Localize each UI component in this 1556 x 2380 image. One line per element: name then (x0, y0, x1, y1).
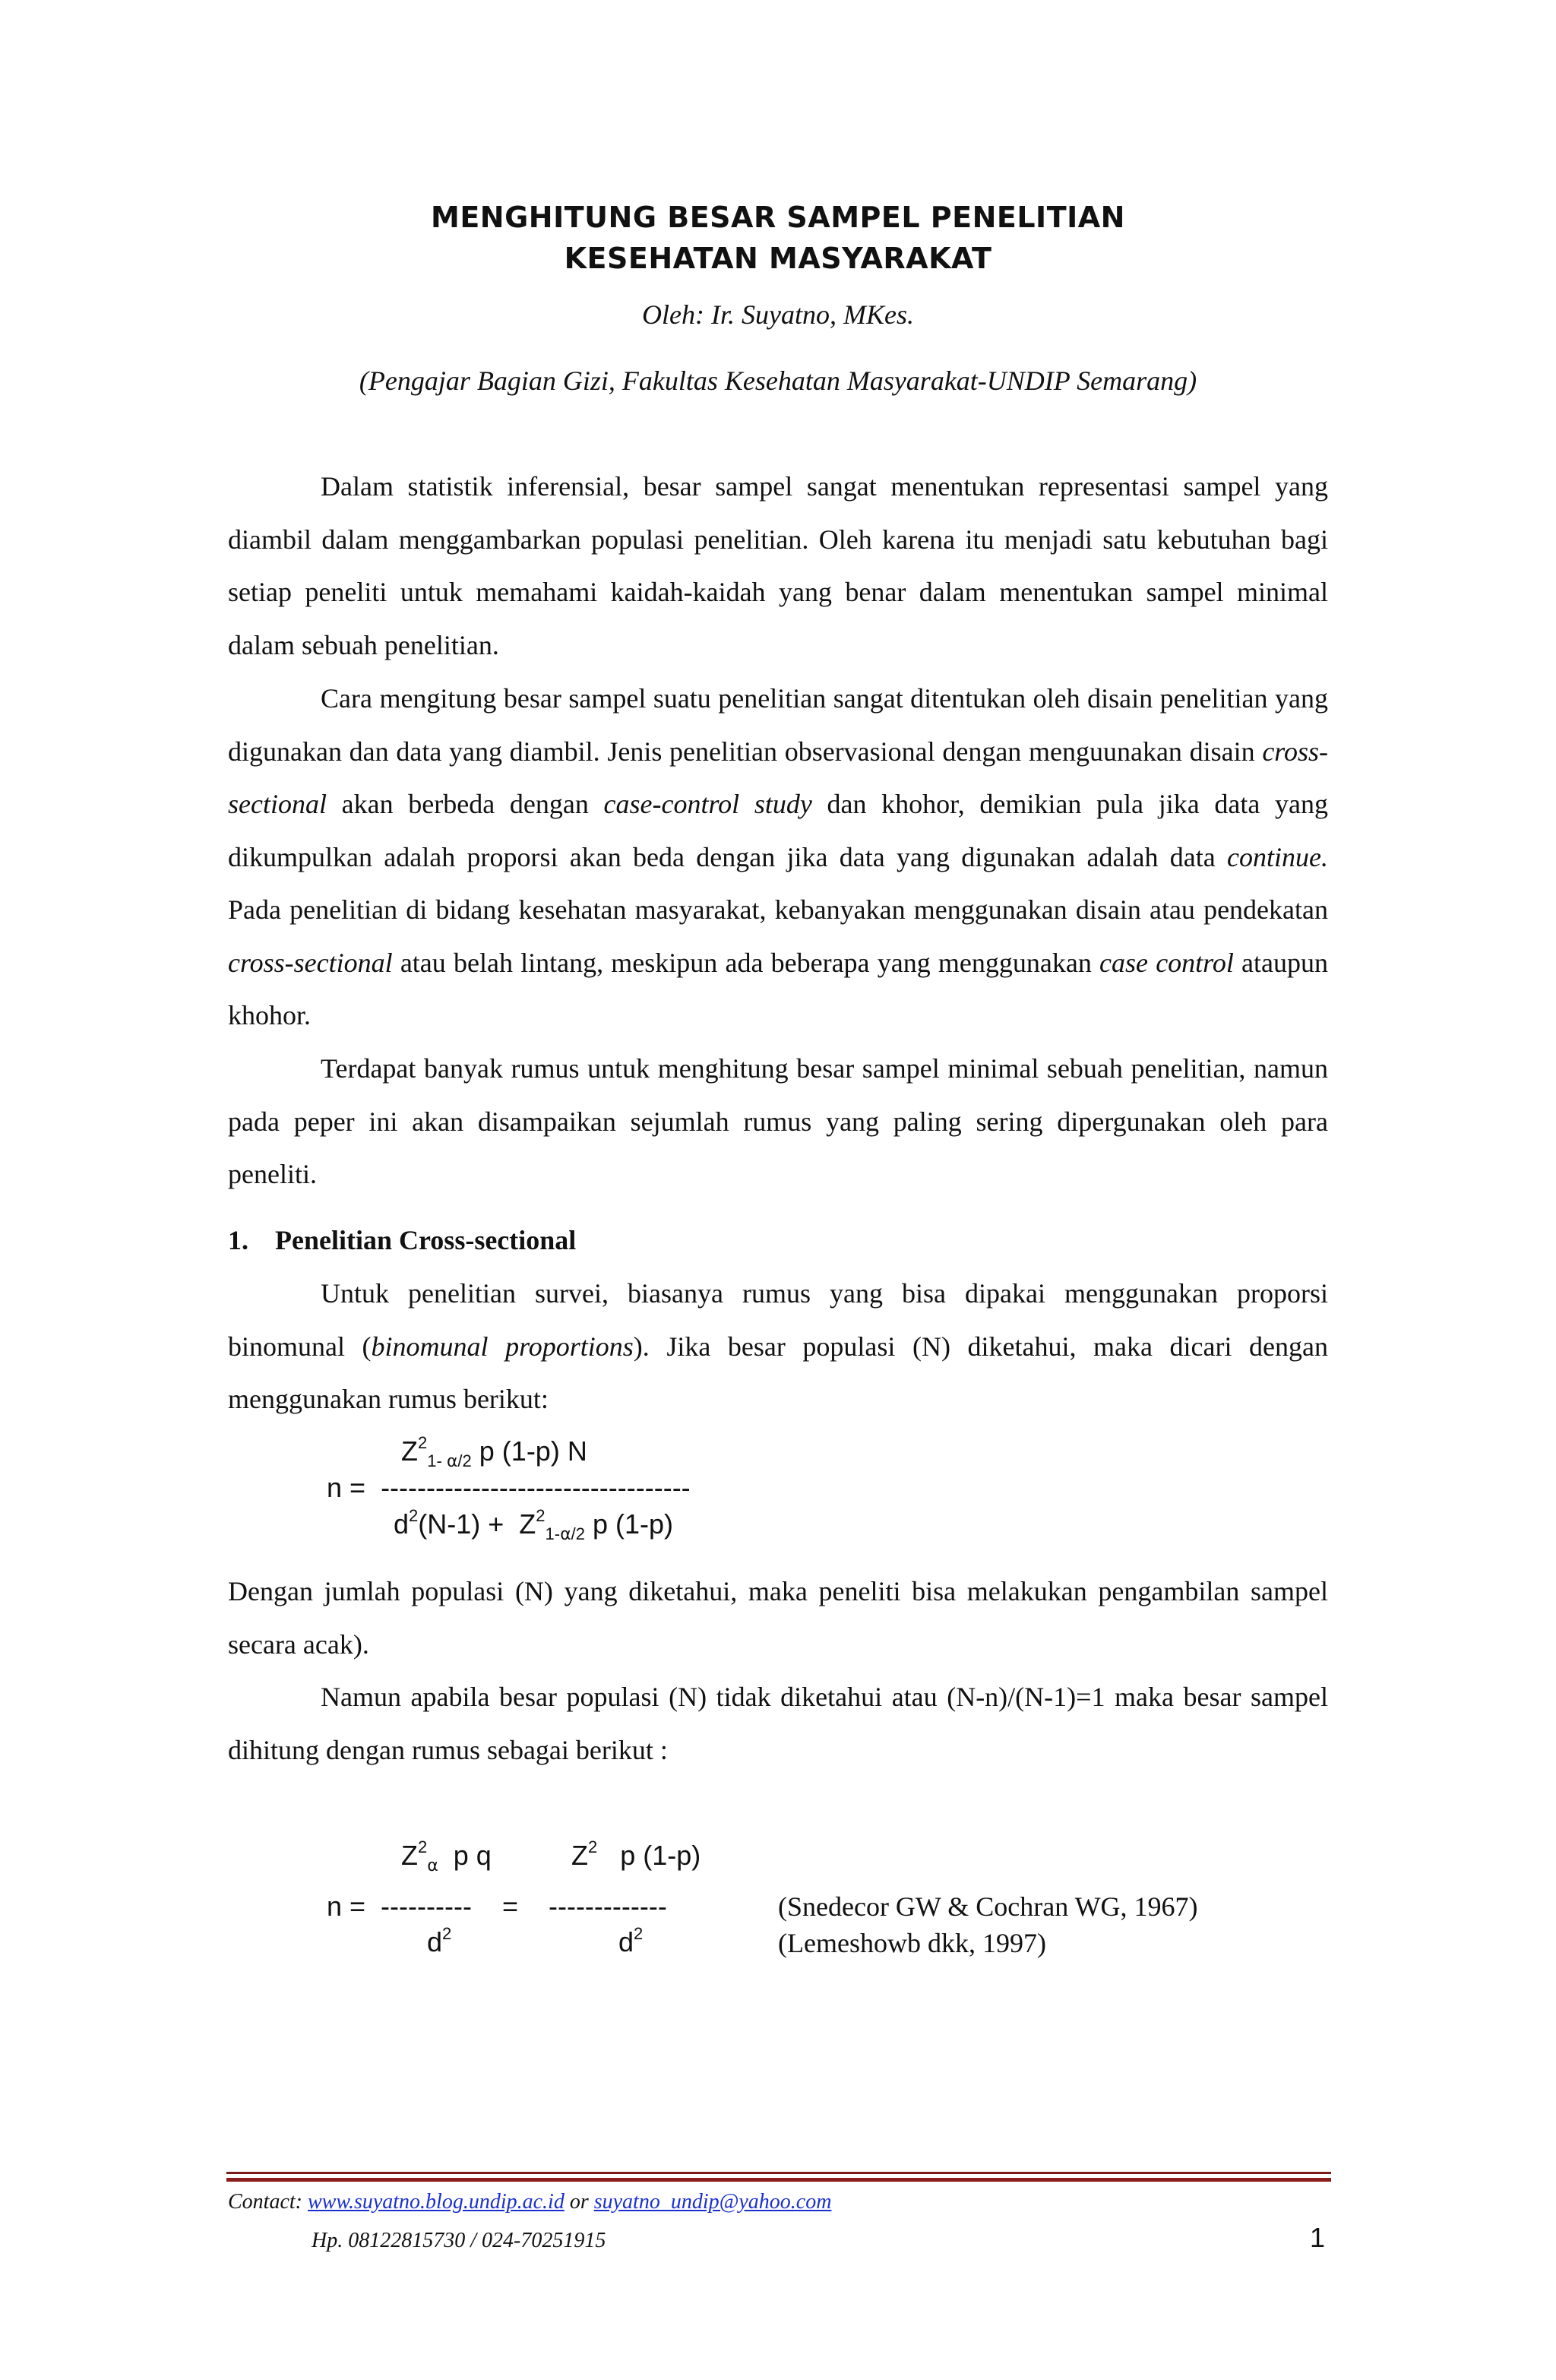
paragraph-known-population: Dengan jumlah populasi (N) yang diketahui, maka peneliti bisa melakukan pengambilan sampel secara acak). (228, 1576, 1328, 1660)
superscript: 2 (409, 1506, 419, 1525)
affiliation-line: (Pengajar Bagian Gizi, Fakultas Kesehatan Masyarakat-UNDIP Semarang) (359, 366, 1197, 396)
formula-1-fraction-line (327, 1472, 691, 1504)
italic-term: case-control study (603, 789, 812, 819)
text-run: akan berbeda dengan (326, 789, 604, 819)
citation-lemeshow: (Lemeshowb dkk, 1997) (778, 1928, 1046, 1958)
footer-or: or (564, 2190, 594, 2214)
section-number: 1. (228, 1225, 248, 1255)
formula-2-fraction-line: n = ---------- = ------------- (327, 1891, 667, 1922)
formula-lhs: n = (327, 1472, 381, 1503)
paragraph-formulas-intro: Terdapat banyak rumus untuk menghitung besar sampel minimal sebuah penelitian, namun pada peper ini akan disampaikan sejumlah rumus yang paling sering dipergunakan oleh para peneliti. (228, 1053, 1328, 1189)
footer-rule-thin (226, 2172, 1331, 2174)
paragraph-unknown-population: Namun apabila besar populasi (N) tidak diketahui atau (N-n)/(N-1)=1 maka besar sampel dihitung dengan rumus sebagai berikut : (228, 1682, 1328, 1765)
text-run: ). Jika besar populasi (N) diketahui, maka dicari dengan menggunakan rumus berikut: (228, 1331, 1328, 1414)
formula-1-numerator (401, 1433, 587, 1471)
text-run: atau belah lintang, meskipun ada beberapa yang menggunakan (392, 947, 1100, 978)
formula-2-left-numerator (401, 1837, 492, 1875)
text-run: ataupun khohor. (228, 947, 1329, 1030)
d-symbol: d (427, 1926, 443, 1957)
formula-text: p q (438, 1840, 492, 1871)
email-link[interactable]: suyatno_undip@yahoo.com (593, 2190, 832, 2214)
page-number: 1 (1310, 2222, 1326, 2253)
footer-phone: Hp. 08122815730 / 024-70251915 (312, 2229, 606, 2252)
text-run: dan khohor, demikian pula jika data yang dikumpulkan adalah proporsi akan beda dengan jika data yang digunakan adalah data (228, 789, 1328, 872)
superscript: 2 (442, 1924, 452, 1943)
subscript: 1- ⍺/2 (427, 1451, 472, 1470)
italic-term: cross-sectional (228, 947, 393, 978)
superscript: 2 (634, 1924, 644, 1943)
formula-2-left-denominator (427, 1924, 451, 1958)
italic-term: cross-sectional (228, 736, 1328, 819)
contact-label: Contact: (228, 2190, 308, 2214)
superscript: 2 (588, 1837, 598, 1856)
italic-term: case control (1099, 947, 1234, 978)
website-link[interactable]: www.suyatno.blog.undip.ac.id (308, 2190, 565, 2214)
italic-term: continue. (1227, 841, 1328, 872)
paragraph-intro: Dalam statistik inferensial, besar sampel sangat menentukan representasi sampel yang diambil dalam menggambarkan populasi penelitian. Oleh karena itu menjadi satu kebutuhan bagi setiap peneliti untuk memahami kaidah-kaidah yang benar dalam menentukan sampel minimal dalam sebuah penelitian. (228, 471, 1328, 660)
section-title: Penelitian Cross-sectional (275, 1225, 577, 1255)
document-title-line-1: MENGHITUNG BESAR SAMPEL PENELITIAN (431, 201, 1125, 234)
z-symbol: Z (401, 1435, 418, 1467)
footer-rule-thick (226, 2178, 1331, 2182)
z-symbol: Z (571, 1840, 588, 1871)
text-run: Pada penelitian di bidang kesehatan masyarakat, kebanyakan menggunakan disain atau pendekatan (228, 894, 1328, 925)
paragraph-design (228, 673, 1328, 1043)
citation-snedecor: (Snedecor GW & Cochran WG, 1967) (778, 1891, 1198, 1922)
d-symbol: d (618, 1926, 634, 1957)
formula-2-right-numerator (571, 1837, 701, 1872)
z-symbol: Z (401, 1840, 418, 1871)
text-run: Cara mengitung besar sampel suatu penelitian sangat ditentukan oleh disain penelitian yang digunakan dan data yang diambil. Jenis penelitian observasional dengan menguunakan disain (228, 683, 1328, 767)
italic-term: binomunal proportions (371, 1331, 634, 1362)
d-symbol: d (394, 1508, 410, 1540)
author-line: Oleh: Ir. Suyatno, MKes. (642, 299, 914, 330)
superscript: 2 (536, 1506, 546, 1525)
document-title-line-2: KESEHATAN MASYARAKAT (564, 242, 992, 275)
formula-text: p (1-p) (584, 1508, 674, 1540)
superscript: 2 (418, 1837, 428, 1856)
subscript: 1-⍺/2 (545, 1524, 585, 1543)
formula-text: p (1-p) (597, 1840, 701, 1871)
text-run: Untuk penelitian survei, biasanya rumus yang bisa dipakai menggunakan proporsi binomunal ( (228, 1278, 1328, 1362)
paragraph-survey (228, 1268, 1328, 1426)
superscript: 2 (418, 1433, 428, 1452)
formula-1-denominator (394, 1506, 673, 1544)
section-heading-cross-sectional (228, 1224, 576, 1256)
formula-text: (N-1) + Z (418, 1508, 536, 1540)
formula-text: p (1-p) N (471, 1435, 587, 1467)
fraction-bar: ---------------------------------- (381, 1472, 691, 1503)
subscript: ⍺ (427, 1856, 438, 1875)
formula-2-right-denominator (618, 1924, 643, 1958)
footer-contact-line (228, 2190, 831, 2214)
